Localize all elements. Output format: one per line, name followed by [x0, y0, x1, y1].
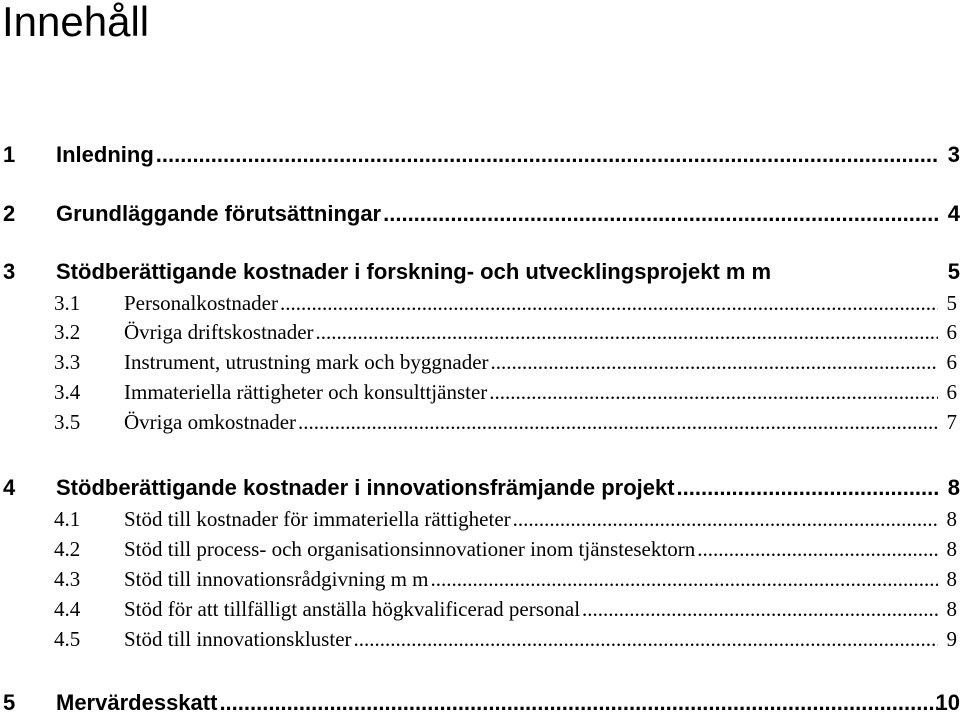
toc-entry-label: Stöd för att tillfälligt anställa högkvalificerad personal — [124, 597, 581, 621]
toc-entry-number: 4.5 — [54, 627, 81, 651]
toc-entry[interactable] — [0, 290, 960, 316]
toc-entry[interactable] — [0, 506, 960, 532]
toc-entry-page: 6 — [946, 320, 957, 344]
toc-entry-label: Stöd till process- och organisationsinnovationer inom tjänstesektorn — [124, 537, 696, 561]
toc-entry-page: 8 — [947, 475, 960, 500]
toc-entry-number: 3.2 — [54, 320, 81, 344]
toc-entry-number: 3.1 — [54, 291, 81, 315]
toc-entry-page: 5 — [946, 291, 957, 315]
toc-entry-page: 8 — [946, 567, 957, 591]
toc-entry-number: 4.1 — [54, 507, 81, 531]
dot-leader — [156, 141, 938, 169]
toc-entry-label: Grundläggande förutsättningar — [56, 201, 382, 226]
toc-entry-page: 6 — [946, 350, 957, 374]
toc-entry-label: Immateriella rättigheter och konsulttjänster — [124, 380, 488, 404]
toc-entry-label: Inledning — [56, 142, 154, 167]
toc-entry-page: 8 — [946, 507, 957, 531]
dot-leader — [298, 409, 938, 435]
toc-entry-label: Stöd till kostnader för immateriella rättigheter — [124, 507, 511, 531]
toc-entry-number: 4.3 — [54, 567, 81, 591]
dot-leader — [280, 290, 938, 316]
toc-entry[interactable] — [0, 409, 960, 435]
toc-entry-number: 3.5 — [54, 410, 81, 434]
toc-entry[interactable] — [0, 626, 960, 652]
toc-entry-label: Stöd till innovationskluster — [124, 627, 352, 651]
dot-leader — [431, 566, 939, 592]
toc-entry-number: 3.4 — [54, 380, 81, 404]
toc-entry-page: 8 — [946, 537, 957, 561]
page-title: Innehåll — [2, 0, 150, 45]
dot-leader — [491, 349, 938, 375]
toc-entry-number: 1 — [3, 142, 16, 167]
toc-entry[interactable] — [0, 319, 960, 345]
toc-entry-number: 3.3 — [54, 350, 81, 374]
toc-entry[interactable] — [0, 689, 960, 717]
toc-entry[interactable] — [0, 349, 960, 375]
toc-entry[interactable] — [0, 200, 960, 228]
toc-entry-page: 8 — [946, 597, 957, 621]
dot-leader — [219, 689, 938, 717]
toc-entry[interactable] — [0, 379, 960, 405]
toc-entry-number: 4.2 — [54, 537, 81, 561]
toc-entry-number: 5 — [3, 690, 16, 715]
toc-entry-label: Övriga driftskostnader — [124, 320, 314, 344]
toc-entry-number: 3 — [3, 259, 16, 284]
toc-entry[interactable] — [0, 141, 960, 169]
toc-entry-page: 3 — [947, 142, 960, 167]
toc-entry-label: Övriga omkostnader — [124, 410, 297, 434]
toc-entry[interactable] — [0, 474, 960, 502]
toc-entry[interactable] — [0, 566, 960, 592]
toc-entry-number: 4 — [3, 475, 16, 500]
dot-leader — [354, 626, 938, 652]
toc-entry-label: Stöd till innovationsrådgivning m m — [124, 567, 429, 591]
toc-entry[interactable] — [0, 596, 960, 622]
dot-leader — [489, 379, 938, 405]
toc-entry-page: 6 — [946, 380, 957, 404]
toc-entry[interactable] — [0, 258, 960, 286]
toc-entry-label: Instrument, utrustning mark och byggnader — [124, 350, 489, 374]
toc-entry-number: 2 — [3, 201, 16, 226]
toc-entry-label: Stödberättigande kostnader i innovationsfrämjande projekt — [56, 475, 675, 500]
toc-entry-label: Stödberättigande kostnader i forskning- och utvecklingsprojekt m m — [56, 259, 772, 284]
dot-leader — [513, 506, 938, 532]
toc-entry-page: 9 — [946, 627, 957, 651]
toc-entry-number: 4.4 — [54, 597, 81, 621]
toc-entry-label: Personalkostnader — [124, 291, 278, 315]
toc-entry-page: 5 — [947, 259, 960, 284]
dot-leader — [383, 200, 938, 228]
toc-entry-label: Mervärdesskatt — [56, 690, 218, 715]
dot-leader — [697, 536, 938, 562]
toc-entry[interactable] — [0, 536, 960, 562]
dot-leader — [582, 596, 938, 622]
toc-entry-page: 7 — [946, 410, 957, 434]
toc-entry-page: 10 — [935, 690, 960, 715]
dot-leader — [316, 319, 938, 345]
toc-entry-page: 4 — [947, 201, 960, 226]
dot-leader — [677, 474, 938, 502]
